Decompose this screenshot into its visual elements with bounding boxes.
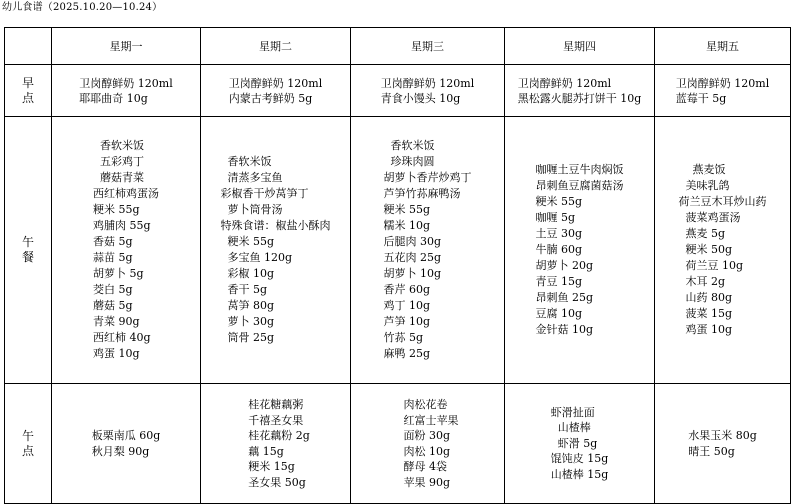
menu-line: 芦笋 10g <box>383 315 431 328</box>
menu-line: 卫岗醇鲜奶 120ml <box>228 76 323 90</box>
menu-line: 木耳 2g <box>678 275 726 288</box>
menu-cell-lines <box>679 162 767 338</box>
menu-line: 蘑菇 5g <box>93 299 133 312</box>
meal-label-lunch <box>5 117 52 384</box>
menu-title: 幼儿食谱（2025.10.20—10.24） <box>2 2 163 13</box>
menu-line: 西红柿 40g <box>93 331 151 344</box>
menu-cell <box>351 65 505 117</box>
menu-line: 糯米 10g <box>383 219 431 232</box>
menu-line: 彩椒香干炒莴笋丁 <box>220 187 309 200</box>
menu-line: 珍珠肉圆 <box>383 155 435 168</box>
menu-line: 萝卜筒骨汤 <box>220 203 283 216</box>
menu-line: 蒜苗 5g <box>93 251 133 264</box>
menu-cell-lines <box>79 76 172 106</box>
menu-line: 香软米饭 <box>93 139 144 152</box>
menu-cell-lines <box>93 138 159 362</box>
menu-line: 五彩鸡丁 <box>93 155 144 168</box>
menu-line: 青豆 15g <box>535 275 583 288</box>
menu-line: 卫岗醇鲜奶 120ml <box>380 76 475 90</box>
menu-line: 山药 80g <box>678 291 733 304</box>
menu-cell <box>52 65 201 117</box>
menu-cell <box>505 65 655 117</box>
menu-cell <box>351 384 505 504</box>
menu-line: 香干 5g <box>220 283 268 296</box>
menu-line: 香软米饭 <box>220 155 272 168</box>
menu-line: 蓝莓干 5g <box>675 91 727 105</box>
menu-line: 荷兰豆 10g <box>678 259 744 272</box>
menu-line: 桂花糖藕粥 <box>241 398 304 411</box>
menu-line: 肉松 10g <box>396 444 451 458</box>
menu-line: 萝卜 30g <box>220 315 275 328</box>
menu-cell <box>201 384 351 504</box>
menu-line: 鸡蛋 10g <box>93 347 140 360</box>
menu-line: 胡萝卜 20g <box>535 259 594 272</box>
menu-line: 麻鸭 25g <box>383 347 431 360</box>
day-header-wed: 星期三 <box>351 28 505 65</box>
menu-line: 黑松露火腿苏打饼干 10g <box>517 91 642 105</box>
menu-cell-lines <box>518 76 642 106</box>
weekly-menu-table <box>4 27 791 504</box>
menu-line: 内蒙古考鲜奶 5g <box>228 91 313 105</box>
menu-cell-lines <box>536 162 624 338</box>
menu-line: 青食小馒头 10g <box>380 91 461 105</box>
menu-line: 粳米 55g <box>220 235 275 248</box>
menu-line: 豆腐 10g <box>535 307 583 320</box>
menu-line: 粳米 50g <box>678 243 733 256</box>
menu-cell <box>655 65 791 117</box>
afternoon-snack-row <box>5 384 791 504</box>
menu-cell-lines <box>551 405 609 483</box>
menu-line: 茭白 5g <box>93 283 133 296</box>
menu-line: 青菜 90g <box>93 315 140 328</box>
menu-line: 西红柿鸡蛋汤 <box>93 187 159 200</box>
menu-line: 山楂棒 <box>550 421 591 435</box>
menu-line: 竹荪 5g <box>383 331 424 344</box>
menu-cell-lines <box>397 397 459 490</box>
menu-line: 虾滑扯面 <box>550 405 595 419</box>
day-header-mon: 星期一 <box>52 28 201 65</box>
menu-cell <box>201 117 351 384</box>
menu-line: 燕麦饭 <box>678 163 726 176</box>
meal-label-bottom: 点 <box>21 90 34 105</box>
menu-line: 胡萝卜 10g <box>383 267 442 280</box>
meal-label-bottom: 点 <box>21 443 34 458</box>
menu-line: 香芹 60g <box>383 283 431 296</box>
menu-line: 后腿肉 30g <box>383 235 442 248</box>
menu-line: 虾滑 5g <box>550 436 598 450</box>
menu-line: 藕 15g <box>241 444 284 458</box>
menu-cell-lines <box>229 76 322 106</box>
breakfast-row <box>5 65 791 117</box>
menu-line: 芦笋竹荪麻鸭汤 <box>383 187 461 200</box>
menu-line: 菠菜鸡蛋汤 <box>678 211 741 224</box>
menu-line: 卫岗醇鲜奶 120ml <box>675 76 770 90</box>
menu-line: 馄饨皮 15g <box>550 452 609 466</box>
menu-line: 粳米 55g <box>383 203 431 216</box>
menu-line: 粳米 55g <box>535 195 583 208</box>
menu-line: 彩椒 10g <box>220 267 275 280</box>
menu-line: 五花肉 25g <box>383 251 442 264</box>
menu-line: 昂刺鱼 25g <box>535 291 594 304</box>
menu-line: 红富士苹果 <box>396 413 459 427</box>
menu-line: 千禧圣女果 <box>241 413 304 427</box>
menu-cell-lines <box>384 138 472 362</box>
menu-line: 卫岗醇鲜奶 120ml <box>79 76 173 90</box>
menu-cell-lines <box>688 428 757 459</box>
menu-line: 咖喱土豆牛肉焖饭 <box>535 163 624 176</box>
menu-cell <box>505 384 655 504</box>
day-header-tue: 星期二 <box>201 28 351 65</box>
menu-line: 美味乳鸽 <box>678 179 730 192</box>
menu-cell <box>201 65 351 117</box>
menu-line: 莴笋 80g <box>220 299 275 312</box>
menu-line: 蘑菇青菜 <box>93 171 144 184</box>
menu-cell <box>52 117 201 384</box>
menu-line: 肉松花卷 <box>396 398 448 411</box>
menu-cell-lines <box>676 76 769 106</box>
meal-label-bottom: 餐 <box>21 250 34 264</box>
menu-line: 清蒸多宝鱼 <box>220 171 283 184</box>
menu-line: 秋月梨 90g <box>91 444 150 458</box>
menu-line: 胡萝卜香芹炒鸡丁 <box>383 171 472 184</box>
menu-line: 圣女果 50g <box>241 475 306 489</box>
menu-line: 酵母 4袋 <box>396 460 447 473</box>
menu-line: 香菇 5g <box>93 235 133 248</box>
menu-line: 昂刺鱼豆腐菌菇汤 <box>535 179 624 192</box>
menu-cell <box>52 384 201 504</box>
meal-label-top: 早 <box>21 75 34 90</box>
menu-cell-lines <box>241 397 310 490</box>
menu-cell-lines <box>92 428 161 459</box>
menu-cell <box>655 117 791 384</box>
meal-label-afternoon-snack <box>5 384 52 504</box>
menu-line: 牛腩 60g <box>535 243 583 256</box>
menu-line: 粳米 55g <box>93 203 140 216</box>
menu-cell <box>505 117 655 384</box>
menu-line: 鸡蛋 10g <box>678 323 733 336</box>
menu-line: 筒骨 25g <box>220 331 275 344</box>
menu-line: 耶耶曲奇 10g <box>79 91 148 105</box>
menu-line: 荷兰豆木耳炒山药 <box>678 195 767 208</box>
menu-line: 胡萝卜 5g <box>93 267 144 280</box>
menu-line: 香软米饭 <box>383 139 435 152</box>
menu-line: 特殊食谱：椒盐小酥肉 <box>220 219 331 232</box>
menu-line: 卫岗醇鲜奶 120ml <box>517 76 612 90</box>
menu-line: 苹果 90g <box>396 475 451 489</box>
menu-line: 桂花藕粉 2g <box>241 429 310 442</box>
menu-line: 咖喱 5g <box>535 211 576 224</box>
menu-cell <box>351 117 505 384</box>
menu-line: 菠菜 15g <box>678 307 733 320</box>
menu-line: 粳米 15g <box>241 460 295 473</box>
menu-cell-lines <box>221 154 331 346</box>
menu-line: 水果玉米 80g <box>688 429 757 442</box>
lunch-row <box>5 117 791 384</box>
menu-line: 鸡脯肉 55g <box>93 219 151 232</box>
menu-line: 面粉 30g <box>396 429 451 442</box>
menu-line: 金针菇 10g <box>535 323 594 336</box>
menu-line: 晴王 50g <box>688 444 735 458</box>
menu-line: 板栗南瓜 60g <box>91 429 161 442</box>
menu-line: 山楂棒 15g <box>550 467 609 481</box>
day-header-fri: 星期五 <box>655 28 791 65</box>
menu-line: 鸡丁 10g <box>383 299 431 312</box>
meal-label-top: 午 <box>21 428 34 443</box>
meal-label-breakfast <box>5 65 52 117</box>
day-header-thu: 星期四 <box>505 28 655 65</box>
header-row <box>5 28 791 65</box>
menu-cell <box>655 384 791 504</box>
menu-cell-lines <box>381 76 474 106</box>
menu-line: 燕麦 5g <box>678 227 726 240</box>
corner-cell <box>5 28 52 65</box>
meal-label-top: 午 <box>21 235 34 249</box>
menu-line: 多宝鱼 120g <box>220 251 293 264</box>
menu-line: 土豆 30g <box>535 227 583 240</box>
